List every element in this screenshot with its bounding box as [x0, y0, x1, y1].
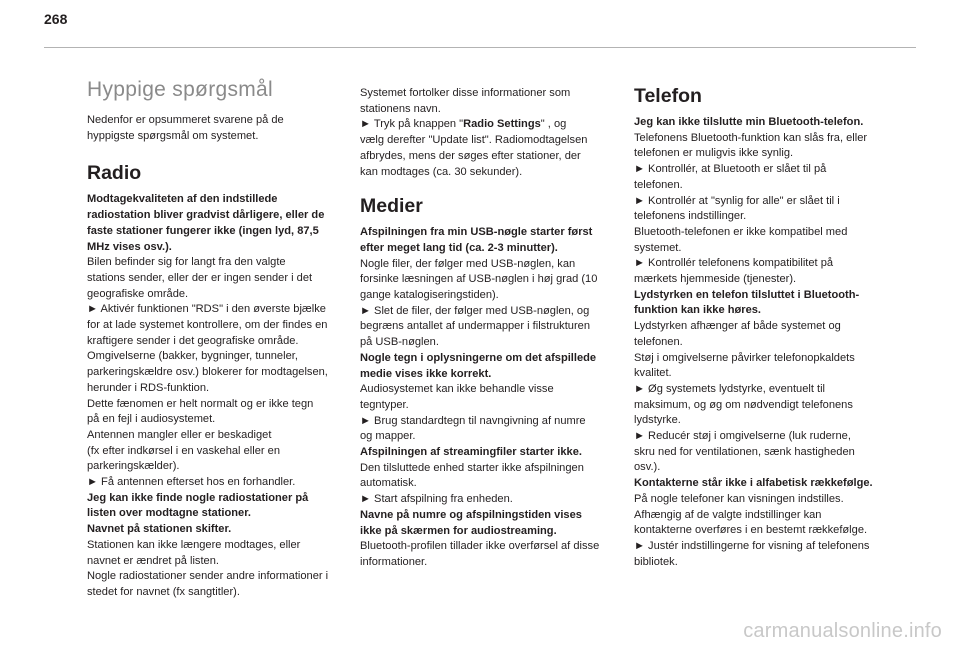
column-3 [634, 86, 892, 570]
answer-characters-wrong: Audiosystemet kan ikke behandle visse tegntyper. ► Brug standardtegn til navngivning af numre og mapper. [360, 383, 586, 443]
answer-phone-volume: Lydstyrken afhænger af både systemet og telefonen. Støj i omgivelserne påvirker telefonopkaldets kvalitet. ► Øg systemets lydstyrke, eventuelt til maksimum, og øg om nødvendigt telefonens lydstyrke. ► Reducér støj i omgivelserne (luk ruderne, skru ned for ventilationen, sænk hastigheden osv.). [634, 320, 855, 474]
page-number: 268 [44, 11, 68, 27]
question-streaming-not-starting: Afspilningen af streamingfiler starter ikke. [360, 446, 582, 459]
question-station-name-changes: Navnet på stationen skifter. [87, 523, 232, 536]
answer-station-name-changes: Stationen kan ikke længere modtages, eller navnet er ændret på listen. Nogle radiostationer sender andre informationer i stedet for navnet (fx sangtitler). [87, 538, 329, 598]
section-title-phone: Telefon [634, 85, 702, 107]
section-title-radio: Radio [87, 162, 142, 185]
answer-usb-slow: Nogle filer, der følger med USB-nøglen, kan forsinke læsningen af USB-nøglen i høj grad (10 gange katalogiseringstiden). ► Slet de filer, der følger med USB-nøglen, og begræns antallet af undermapper i filstrukturen på USB-nøglen. [360, 257, 598, 349]
question-radio-reception: Modtagekvaliteten af den indstillede radiostation bliver gradvist dårligere, eller de faste stationer fungerer ikke (ingen lyd, 87,5 MHz vises osv.). [87, 193, 325, 253]
answer-radio-reception: Bilen befinder sig for langt fra den valgte stations sender, eller der er ingen sender i det geografiske område. ► Aktivér funktionen "RDS" i den øverste bjælke for at lade systemet kontrollere, om der findes en kraftigere sender i det geografiske område. Omgivelserne (bakker, bygninger, tunneler, parkeringskældre osv.) blokerer for modtagelsen, herunder i RDS-funktion. Dette fænomen er helt normalt og er ikke tegn på en fejl i audiosystemet. Antennen mangler eller er beskadiget (fx efter indkørsel i en vaskehal eller en parkeringskælder). ► Få antennen efterset hos en forhandler. [87, 256, 328, 489]
question-bluetooth-connect: Jeg kan ikke tilslutte min Bluetooth-telefon. [634, 116, 864, 128]
question-usb-slow: Afspilningen fra min USB-nøgle starter først efter meget lang tid (ca. 2-3 minutter). [360, 226, 593, 254]
column-2 [360, 86, 618, 571]
answer-streaming-not-starting: Den tilsluttede enhed starter ikke afspilningen automatisk. ► Start afspilning fra enheden. [360, 461, 584, 506]
question-radio-stations-missing: Jeg kan ikke finde nogle radiostationer på listen over modtagne stationer. [87, 491, 309, 520]
answer-contacts-order: På nogle telefoner kan visningen indstilles. Afhængig af de valgte indstillinger kan kontakterne overføres i en bestemt rækkefølge. ► Justér indstillingerne for visning af telefonens bibliotek. [634, 492, 870, 568]
column-1 [87, 70, 345, 601]
section-title-media: Medier [360, 195, 423, 218]
answer-track-names-missing: Bluetooth-profilen tillader ikke overførsel af disse informationer. [360, 540, 600, 568]
header-divider [44, 47, 916, 48]
watermark: carmanualsonline.info [743, 620, 942, 642]
answer-text-part: " , og vælg derefter "Update list". Radiomodtagelsen afbrydes, mens der søges efter stationer, der kan modtages (ca. 30 sekunder). [360, 118, 588, 178]
question-contacts-order: Kontakterne står ikke i alfabetisk rækkefølge. [634, 477, 873, 490]
answer-radio-stations-missing [360, 86, 618, 180]
answer-text-part: Systemet fortolker disse informationer som stationens navn. ► Tryk på knappen " [360, 87, 571, 131]
answer-bluetooth-connect: Telefonens Bluetooth-funktion kan slås fra, eller telefonen er muligvis ikke synlig. ► Kontrollér, at Bluetooth er slået til på telefonen. ► Kontrollér at "synlig for alle" er slået til i telefonens indstillinger. Bluetooth-telefonen er ikke kompatibel med systemet. ► Kontrollér telefonens kompatibilitet på mærkets hjemmeside (tjenester). [634, 131, 868, 286]
intro-text: Nedenfor er opsummeret svarene på de hyppigste spørgsmål om systemet. [87, 114, 284, 142]
question-phone-volume: Lydstyrken en telefon tilsluttet i Bluetooth- funktion kan ikke høres. [634, 288, 860, 317]
question-track-names-missing: Navne på numre og afspilningstiden vises ikke på skærmen for audiostreaming. [360, 508, 582, 537]
page-heading: Hyppige spørgsmål [87, 78, 273, 101]
question-characters-wrong: Nogle tegn i oplysningerne om det afspillede medie vises ikke korrekt. [360, 351, 597, 380]
radio-settings-label: Radio Settings [463, 118, 541, 131]
